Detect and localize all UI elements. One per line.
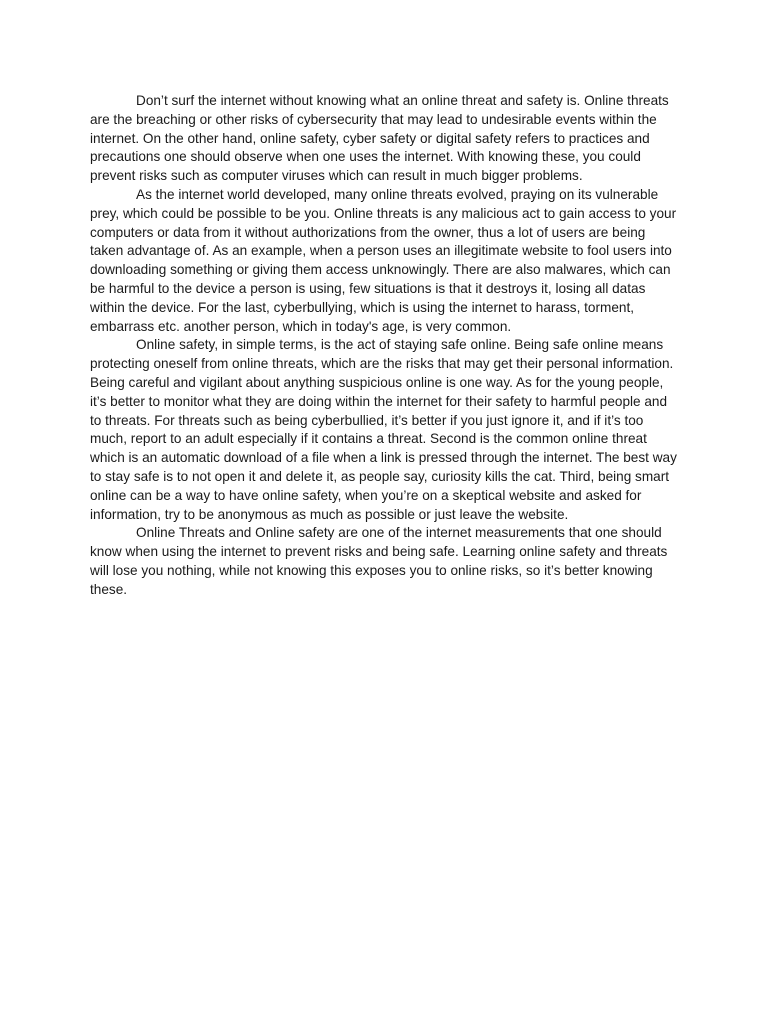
essay-body	[90, 92, 682, 600]
paragraph-2: As the internet world developed, many online threats evolved, praying on its vulnerable prey, which could be possible to be you. Online threats is any malicious act to gain access to your computers or data from it without authorizations from the owner, thus a lot of users are being taken advantage of. As an example, when a person uses an illegitimate website to fool users into downloading something or giving them access unknowingly. There are also malwares, which can be harmful to the device a person is using, few situations is that it destroys it, losing all datas within the device. For the last, cyberbullying, which is using the internet to harass, torment, embarrass etc. another person, which in today's age, is very common.	[90, 186, 677, 334]
paragraph-1: Don’t surf the internet without knowing what an online threat and safety is. Online threats are the breaching or other risks of cybersecurity that may lead to undesirable events within the internet. On the other hand, online safety, cyber safety or digital safety refers to practices and precautions one should observe when one uses the internet. With knowing these, you could prevent risks such as computer viruses which can result in much bigger problems.	[90, 93, 669, 184]
paragraph-3: Online safety, in simple terms, is the act of staying safe online. Being safe online means protecting oneself from online threats, which are the risks that may get their personal information. Being careful and vigilant about anything suspicious online is one way. As for the young people, it’s better to monitor what they are doing within the internet for their safety to harmful people and to threats. For threats such as being cyberbullied, it’s better if you just ignore it, and if it’s too much, report to an adult especially if it contains a threat. Second is the common online threat which is an automatic download of a file when a link is pressed through the internet. The best way to stay safe is to not open it and delete it, as people say, curiosity kills the cat. Third, being smart online can be a way to have online safety, when you’re on a skeptical website and asked for information, try to be anonymous as much as possible or just leave the website.	[90, 337, 677, 522]
paragraph-4: Online Threats and Online safety are one of the internet measurements that one should know when using the internet to prevent risks and being safe. Learning online safety and threats will lose you nothing, while not knowing this exposes you to online risks, so it’s better knowing these.	[90, 525, 668, 597]
